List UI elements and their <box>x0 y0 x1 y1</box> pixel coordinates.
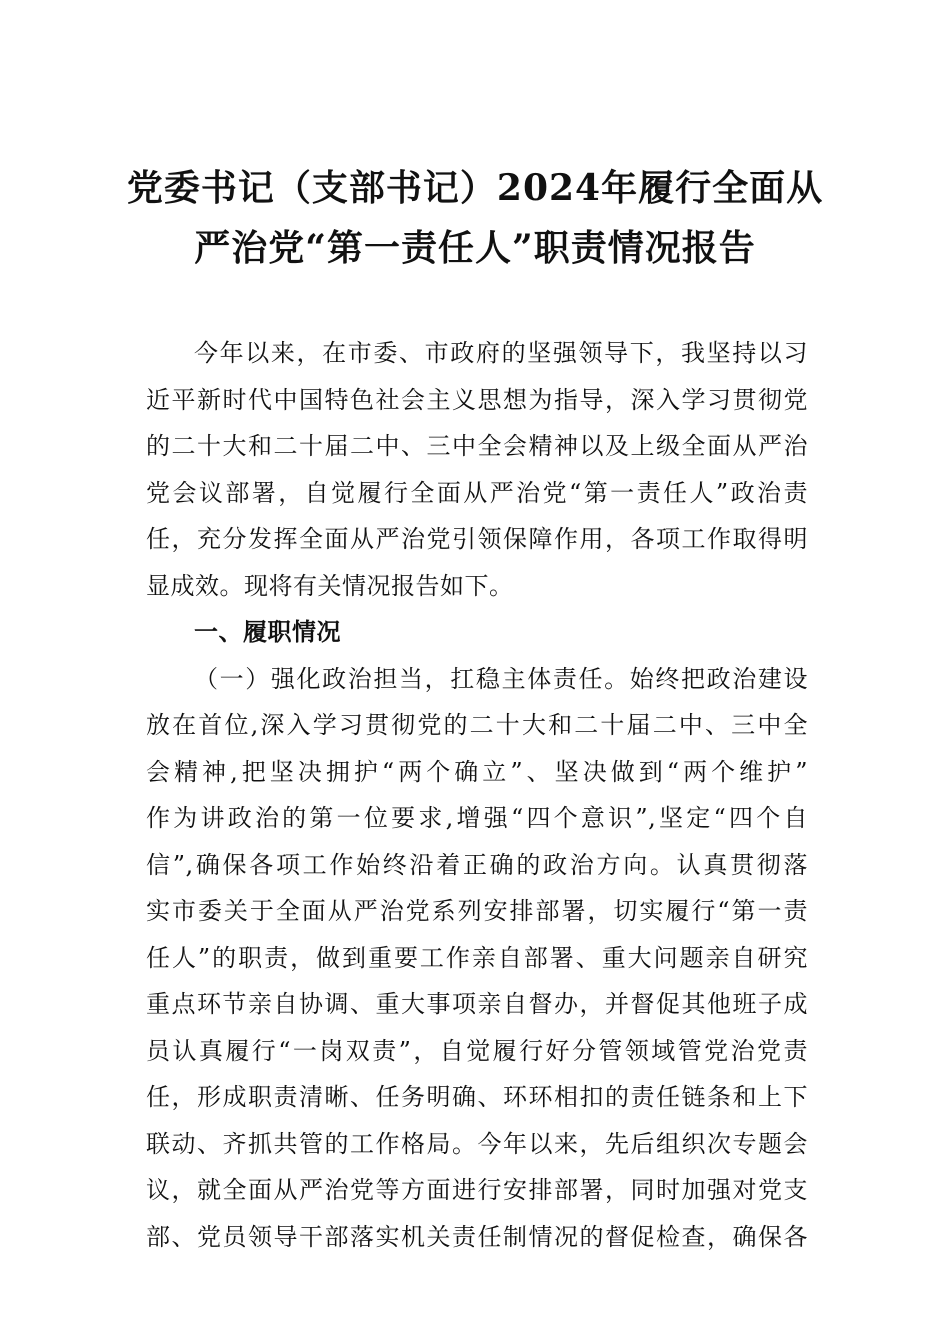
section-1-paragraph <box>146 656 808 1261</box>
title-line-2: 严治党“第一责任人”职责情况报告 <box>194 227 756 269</box>
text-line: 部、党员领导干部落实机关责任制情况的督促检查，确保各 <box>146 1222 808 1251</box>
text-line: 近平新时代中国特色社会主义思想为指导，深入学习贯彻党 <box>146 385 808 414</box>
text-line: 员认真履行“一岗双责”，自觉履行好分管领域管党治党责 <box>146 1036 808 1065</box>
text-line: 显成效。现将有关情况报告如下。 <box>146 571 514 600</box>
text-line: 任，形成职责清晰、任务明确、环环相扣的责任链条和上下 <box>146 1083 808 1111</box>
text-line: 信”,确保各项工作始终沿着正确的政治方向。认真贯彻落 <box>146 850 808 879</box>
text-line: 的二十大和二十届二中、三中全会精神以及上级全面从严治 <box>146 432 808 460</box>
document-body <box>146 330 808 1260</box>
section-heading: 一、履职情况 <box>194 618 341 646</box>
text-line: 议，就全面从严治党等方面进行安排部署，同时加强对党支 <box>146 1176 808 1204</box>
text-line: 任，充分发挥全面从严治党引领保障作用，各项工作取得明 <box>146 525 808 553</box>
text-line: 党会议部署，自觉履行全面从严治党“第一责任人”政治责 <box>146 478 808 507</box>
text-line: 会精神,把坚决拥护“两个确立”、坚决做到“两个维护” <box>146 757 808 786</box>
text-line: 作为讲政治的第一位要求,增强“四个意识”,坚定“四个自 <box>146 804 808 832</box>
text-line: （一）强化政治担当，扛稳主体责任。始终把政治建设 <box>194 664 808 693</box>
text-line: 实市委关于全面从严治党系列安排部署，切实履行“第一责 <box>146 897 808 925</box>
intro-paragraph <box>146 330 808 609</box>
title-line-1: 党委书记（支部书记）2024年履行全面从 <box>126 167 824 209</box>
text-line: 今年以来，在市委、市政府的坚强领导下，我坚持以习 <box>194 339 808 367</box>
document-title <box>80 158 870 278</box>
text-line: 放在首位,深入学习贯彻党的二十大和二十届二中、三中全 <box>146 711 808 739</box>
text-line: 重点环节亲自协调、重大事项亲自督办，并督促其他班子成 <box>146 990 808 1018</box>
text-line: 联动、齐抓共管的工作格局。今年以来，先后组织次专题会 <box>146 1129 808 1158</box>
text-line: 任人”的职责，做到重要工作亲自部署、重大问题亲自研究 <box>146 943 808 972</box>
